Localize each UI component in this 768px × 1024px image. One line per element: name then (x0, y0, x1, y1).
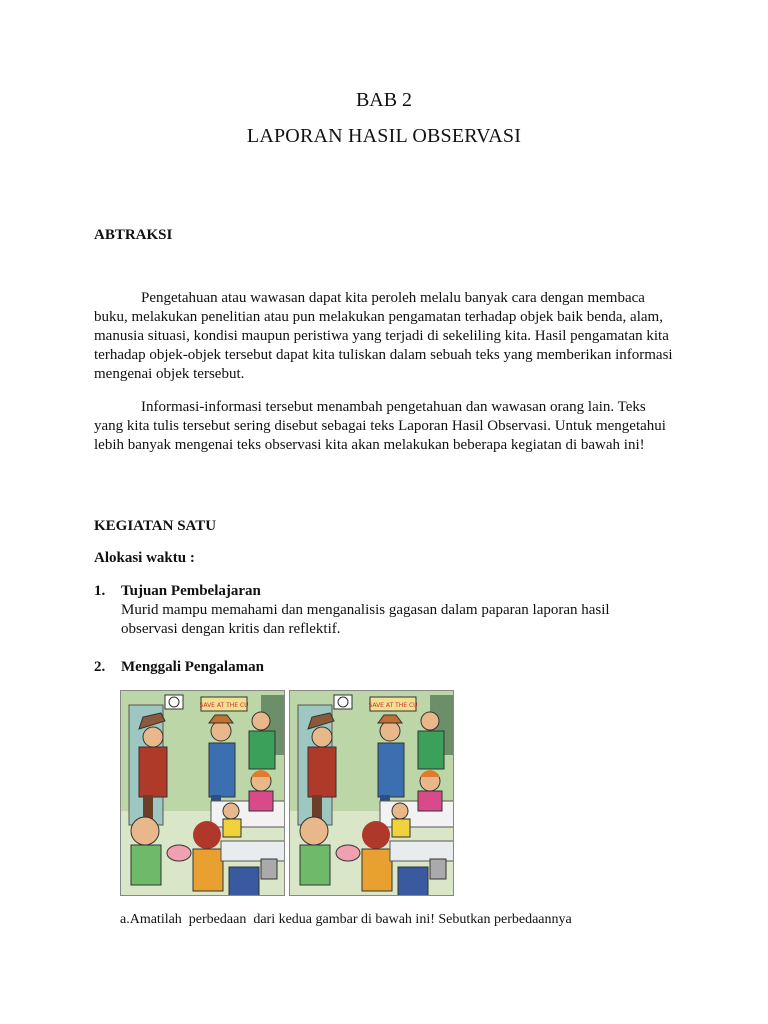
sign-text-right: SAVE AT THE CU (368, 702, 418, 709)
question-a: a.Amatilah perbedaan dari kedua gambar di bawah ini! Sebutkan perbedaannya (120, 912, 572, 927)
page-title: LAPORAN HASIL OBSERVASI (246, 125, 522, 147)
sign-text-left: SAVE AT THE CU (199, 702, 249, 709)
abstract-paragraph-2: Informasi-informasi tersebut menambah pengetahuan dan wawasan orang lain. Teks yang kita tulis tersebut sering disebut sebagai teks Laporan Hasil Observasi. Untuk mengetahui lebih banyak mengenai teks observasi kita akan melakukan beberapa kegiatan di bawah ini! (94, 399, 666, 453)
list-number: 2. (94, 659, 106, 675)
abstract-heading: ABTRAKSI (94, 227, 173, 243)
time-allocation: Alokasi waktu : (94, 550, 195, 566)
list-body: Murid mampu memahami dan menganalisis gagasan dalam paparan laporan hasil observasi dengan kritis dan reflektif. (121, 602, 610, 637)
activity-heading: KEGIATAN SATU (94, 518, 217, 534)
list-item-experience (94, 658, 674, 678)
list-number: 1. (94, 583, 106, 599)
abstract-paragraph-1: Pengetahuan atau wawasan dapat kita peroleh melalu banyak cara dengan membaca buku, melakukan penelitian atau pun melakukan pengamatan terhadap objek baik benda, alam, manusia situasi, kondisi maupun peristiwa yang terjadi di sekeliling kita. Hasil pengamatan kita terhadap objek-objek tersebut dapat kita tuliskan dalam sebuah teks yang memberikan informasi mengenai objek tersebut. (94, 290, 673, 382)
list-title: Menggali Pengalaman (121, 659, 264, 675)
list-item-objective (94, 582, 674, 642)
cartoon-image-left (120, 690, 285, 896)
cartoon-image-right (289, 690, 454, 896)
list-title: Tujuan Pembelajaran (121, 583, 261, 599)
comparison-images (120, 690, 454, 896)
chapter-label: BAB 2 (355, 89, 413, 111)
